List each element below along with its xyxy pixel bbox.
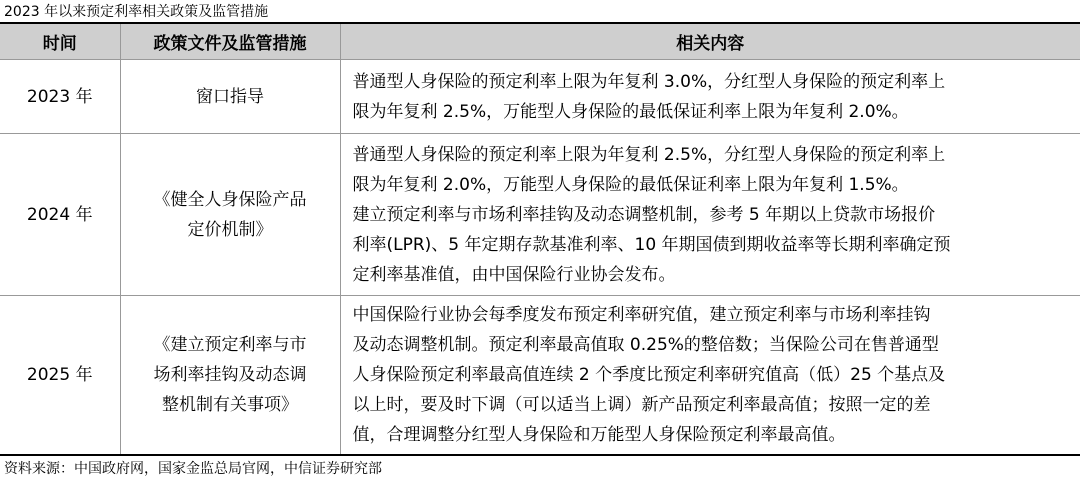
content-line: 建立预定利率与市场利率挂钩及动态调整机制，参考 5 年期以上贷款市场报价 [352,204,936,225]
content-line: 普通型人身保险的预定利率上限为年复利 2.5%，分红型人身保险的预定利率上 [352,144,946,165]
row-year: 2023 年 [0,60,120,134]
header-time: 时间 [0,24,120,60]
policy-line: 场利率挂钩及动态调 [153,364,307,385]
row-policy [120,134,340,296]
table-caption: 2023 年以来预定利率相关政策及监管措施 [4,4,269,20]
table-row [0,134,1080,296]
row-content [340,296,1080,454]
header-content: 相关内容 [340,24,1080,60]
source-note: 资料来源：中国政府网，国家金监总局官网，中信证券研究部 [4,461,382,477]
row-content [340,60,1080,134]
policy-line: 《健全人身保险产品 [153,189,307,210]
policy-line: 定价机制》 [187,219,273,240]
bottom-rule [0,454,1080,456]
policy-line: 窗口指导 [196,86,264,107]
policy-line: 《建立预定利率与市 [153,334,307,355]
content-line: 人身保险预定利率最高值连续 2 个季度比预定利率研究值高（低）25 个基点及 [352,364,946,385]
content-line: 普通型人身保险的预定利率上限为年复利 3.0%，分红型人身保险的预定利率上 [352,71,946,92]
content-line: 以上时，要及时下调（可以适当上调）新产品预定利率最高值；按照一定的差 [352,394,931,415]
header-row [0,24,1080,60]
table-row [0,60,1080,134]
row-policy [120,60,340,134]
row-year: 2024 年 [0,134,120,296]
table-row [0,296,1080,454]
row-content [340,134,1080,296]
content-line: 限为年复利 2.5%，万能型人身保险的最低保证利率上限为年复利 2.0%。 [352,101,909,122]
content-line: 定利率基准值，由中国保险行业协会发布。 [352,264,676,285]
content-line: 利率(LPR)、5 年定期存款基准利率、10 年期国债到期收益率等长期利率确定预 [352,234,951,255]
header-policy: 政策文件及监管措施 [120,24,340,60]
row-year: 2025 年 [0,296,120,454]
content-line: 及动态调整机制。预定利率最高值取 0.25%的整倍数；当保险公司在售普通型 [352,334,939,355]
content-line: 中国保险行业协会每季度发布预定利率研究值，建立预定利率与市场利率挂钩 [352,304,931,325]
policy-table [0,24,1080,454]
content-line: 值，合理调整分红型人身保险和万能型人身保险预定利率最高值。 [352,424,846,445]
content-line: 限为年复利 2.0%，万能型人身保险的最低保证利率上限为年复利 1.5%。 [352,174,909,195]
policy-line: 整机制有关事项》 [162,394,298,415]
row-policy [120,296,340,454]
